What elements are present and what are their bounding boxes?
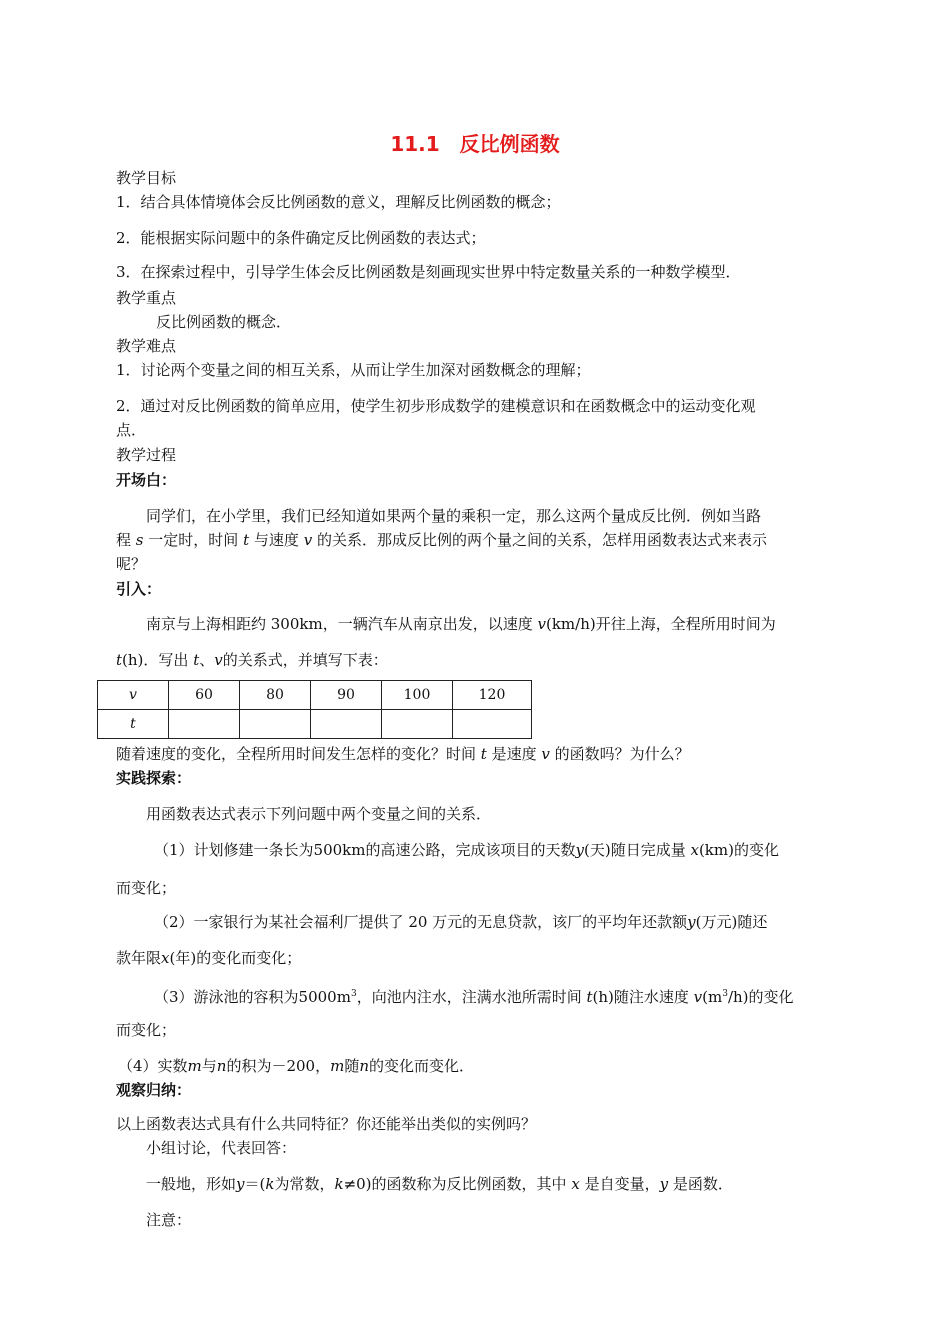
note-label: 注意：: [146, 1211, 192, 1229]
table-cell-empty: [453, 710, 532, 739]
process-heading: 教学过程: [116, 446, 177, 464]
opening-line-3: 呢？: [116, 555, 147, 573]
table-cell: 120: [453, 681, 532, 710]
table-cell-empty: [240, 710, 311, 739]
intro-heading: 引入：: [116, 580, 162, 598]
after-table-question: 随着速度的变化，全程所用时间发生怎样的变化？时间 t 是速度 v 的函数吗？为什么？: [116, 745, 690, 763]
observe-heading: 观察归纳：: [116, 1081, 192, 1099]
opening-heading: 开场白：: [116, 471, 177, 489]
table-row-label-v: v: [98, 681, 169, 710]
opening-line-2: 程 s 一定时，时间 t 与速度 v 的关系．那成反比例的两个量之间的关系，怎样用函数表达式来表示: [116, 531, 767, 549]
practice-heading: 实践探索：: [116, 769, 192, 787]
practice-item-3: （3）游泳池的容积为$5000m^3$，向池内注水，注满水池所需时间 t(h)随注水速度 $v(m^3/h)$的变化: [154, 988, 794, 1006]
observe-question: 以上函数表达式具有什么共同特征？你还能举出类似的实例吗？: [116, 1115, 537, 1133]
group-discussion: 小组讨论，代表回答：: [146, 1139, 297, 1157]
key-point-text: 反比例函数的概念．: [156, 313, 292, 331]
key-point-heading: 教学重点: [116, 289, 177, 307]
objectives-heading: 教学目标: [116, 169, 177, 187]
intro-line-2: t(h)．写出 t、v的关系式，并填写下表：: [116, 651, 388, 669]
table-cell-empty: [311, 710, 382, 739]
page-title: 11.1 反比例函数: [390, 132, 560, 156]
objective-item-3: 3．在探索过程中，引导学生体会反比例函数是刻画现实世界中特定数量关系的一种数学模型．: [116, 263, 741, 281]
table-cell-empty: [169, 710, 240, 739]
difficulty-item-2: 2．通过对反比例函数的简单应用，使学生初步形成数学的建模意识和在函数概念中的运动变化观: [116, 397, 756, 415]
table-row: [98, 681, 532, 710]
difficulty-item-1: 1．讨论两个变量之间的相互关系，从而让学生加深对函数概念的理解；: [116, 361, 591, 379]
table-cell-empty: [382, 710, 453, 739]
practice-item-3-cont: 而变化；: [116, 1021, 177, 1039]
objective-item-2: 2．能根据实际问题中的条件确定反比例函数的表达式；: [116, 229, 486, 247]
practice-item-1: （1）计划修建一条长为500km的高速公路，完成该项目的天数y(天)随日完成量 x(km)的变化: [154, 841, 779, 859]
difficulty-item-2-cont: 点．: [116, 421, 147, 439]
practice-item-4: （4）实数m与n的积为－200，m随n的变化而变化．: [118, 1057, 475, 1075]
practice-item-2-cont: 款年限x(年)的变化而变化；: [116, 949, 302, 967]
practice-intro: 用函数表达式表示下列问题中两个变量之间的关系．: [146, 805, 492, 823]
practice-item-2: （2）一家银行为某社会福利厂提供了 20 万元的无息贷款，该厂的平均年还款额y(万元)随还: [154, 913, 768, 931]
table-row-label-t: t: [98, 710, 169, 739]
table-cell: 80: [240, 681, 311, 710]
practice-item-1-cont: 而变化；: [116, 879, 177, 897]
table-cell: 60: [169, 681, 240, 710]
objective-item-1: 1．结合具体情境体会反比例函数的意义，理解反比例函数的概念；: [116, 193, 561, 211]
table-cell: 100: [382, 681, 453, 710]
table-cell: 90: [311, 681, 382, 710]
difficulty-heading: 教学难点: [116, 337, 177, 355]
opening-line-1: 同学们，在小学里，我们已经知道如果两个量的乘积一定，那么这两个量成反比例．例如当路: [146, 507, 762, 525]
table-row: [98, 710, 532, 739]
general-definition: 一般地，形如y＝(k为常数，k≠0)的函数称为反比例函数，其中 x 是自变量，y 是函数．: [146, 1175, 733, 1193]
speed-time-table: [97, 680, 532, 739]
intro-line-1: 南京与上海相距约 300km，一辆汽车从南京出发，以速度 v(km/h)开往上海，全程所用时间为: [146, 615, 776, 633]
